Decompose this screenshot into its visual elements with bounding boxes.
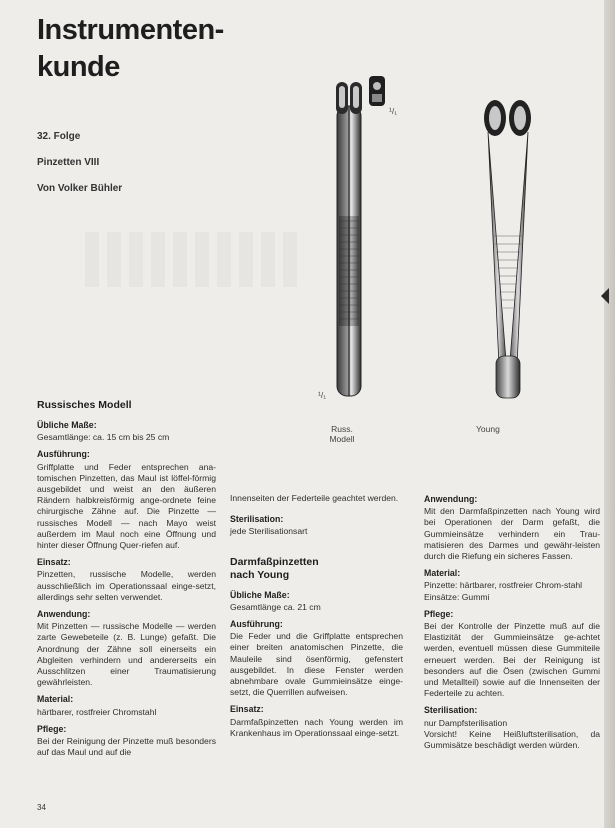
title-line-2: kunde: [37, 51, 120, 83]
page-tab-marker: [601, 288, 609, 304]
heading-material: Material:: [37, 694, 74, 705]
young-forceps-illustration: [478, 96, 538, 406]
text-sterilisation-young-2: Vorsicht! Keine Heißluftsterilisation, da Gummisätze beschädigt werden würden.: [424, 728, 600, 751]
title-line-1: Instrumenten-: [37, 14, 224, 46]
heading-masse-young: Übliche Maße:: [230, 589, 290, 600]
text-pflege-continued: Innenseiten der Federteile geachtet werden.: [230, 493, 399, 503]
section-title-russian: Russisches Modell: [37, 399, 132, 411]
heading-pflege-young: Pflege:: [424, 608, 454, 619]
text-einsatz-young: Darmfaßpinzetten nach Young werden im Krankenhaus im Operationssaal einge-setzt.: [230, 716, 403, 738]
text-pflege: Bei der Reinigung der Pinzette muß besonders auf das Maul und auf die: [37, 736, 216, 758]
page-edge: [604, 0, 615, 828]
heading-anwendung: Anwendung:: [37, 609, 91, 620]
text-ausfuehrung-young: Die Feder und die Griffplatte entsprechen einer breiten anatomischen Pinzette, die Mauleile sind ösenförmig, gefenstert ausgebildet. In diese Fenster werden abnehmbare ovale Gummieinsätze einge-setzt, die Querrillen aufweisen.: [230, 631, 403, 698]
page-title: [37, 12, 267, 86]
text-sterilisation: jede Sterilisationsart: [230, 526, 308, 537]
heading-material-young: Material:: [424, 568, 461, 579]
text-einsatz: Pinzetten, russische Modelle, werden ausschließlich im Operationssaal einge-setzt, allerdings sehr selten verwendet.: [37, 569, 216, 602]
heading-einsatz-young: Einsatz:: [230, 704, 264, 715]
series-number: 32. Folge: [37, 131, 81, 142]
heading-ausfuehrung-young: Ausführung:: [230, 619, 283, 630]
column-2: [230, 493, 403, 743]
bleed-through-shadow: [85, 232, 305, 287]
heading-pflege: Pflege:: [37, 723, 67, 734]
text-ausfuehrung: Griffplatte und Feder entsprechen ana-tomischen Pinzetten, das Maul ist löffel-förmig ausgebildet und weist an den äußeren Rändern halbkreisförmig ange-ordnete feine chirurgische Zähne auf. Die Pinzette — russisches Modell — nach Mayo weist außerdem im Maul noch eine Öffnung und hinter dieser Öffnung Quer-riefen auf.: [37, 461, 216, 551]
text-anwendung: Mit Pinzetten — russische Modelle — werden zarte Gewebeteile (z. B. Lunge) gefaßt. Die Anordnung der Zähne soll einerseits ein Abgleiten verhindern und andererseits ein Ausschlitzen einer Traumatisierung gewährleisten.: [37, 621, 216, 688]
column-1: [37, 399, 216, 762]
russian-forceps-illustration: [322, 76, 392, 406]
text-material-young-2: Einsätze: Gummi: [424, 591, 490, 602]
page-number: 34: [37, 803, 46, 812]
text-masse: Gesamtlänge: ca. 15 cm bis 25 cm: [37, 432, 170, 443]
heading-einsatz: Einsatz:: [37, 557, 71, 568]
heading-anwendung-young: Anwendung:: [424, 494, 478, 504]
text-pflege-young: Bei der Kontrolle der Pinzette muß auf die Elastizität der Gummieinsätze ge-achtet werden, eventuell müssen diese Gummiteile erneuert werden. Bei der Reinigung ist besonders auf die Ösen (zwischen Gummi und Metallteil) sowie auf die Innenseiten der Federteile zu achten.: [424, 621, 600, 699]
figure-caption-young: Young: [476, 424, 500, 434]
author-line: Von Volker Bühler: [37, 183, 123, 194]
scale-label-top: ¹/₁: [389, 106, 398, 116]
figure-caption-russian: Russ. Modell: [329, 424, 355, 444]
column-3: [424, 488, 600, 755]
text-sterilisation-young-1: nur Dampfsterilisation: [424, 717, 508, 728]
heading-masse: Übliche Maße:: [37, 420, 97, 430]
text-material: härtbarer, rostfreier Chromstahl: [37, 706, 157, 717]
text-anwendung-young: Mit den Darmfaßpinzetten nach Young wird bei Operationen der Darm gefaßt, die Gummieinsätze verhindern ein Trau-matisieren des Darmes und gewähr-leisten durch die Riefung ein sicheres Fassen.: [424, 506, 600, 562]
text-material-young-1: Pinzette: härtbarer, rostfreier Chrom-stahl: [424, 580, 583, 591]
subject-line: Pinzetten VIII: [37, 157, 100, 168]
text-masse-young: Gesamtlänge ca. 21 cm: [230, 601, 321, 612]
heading-ausfuehrung: Ausführung:: [37, 449, 90, 460]
section-title-young: Darmfaßpinzetten nach Young: [230, 555, 319, 581]
heading-sterilisation-young: Sterilisation:: [424, 705, 478, 716]
heading-sterilisation: Sterilisation:: [230, 514, 284, 525]
scale-label-bottom: ¹/₁: [318, 390, 327, 400]
